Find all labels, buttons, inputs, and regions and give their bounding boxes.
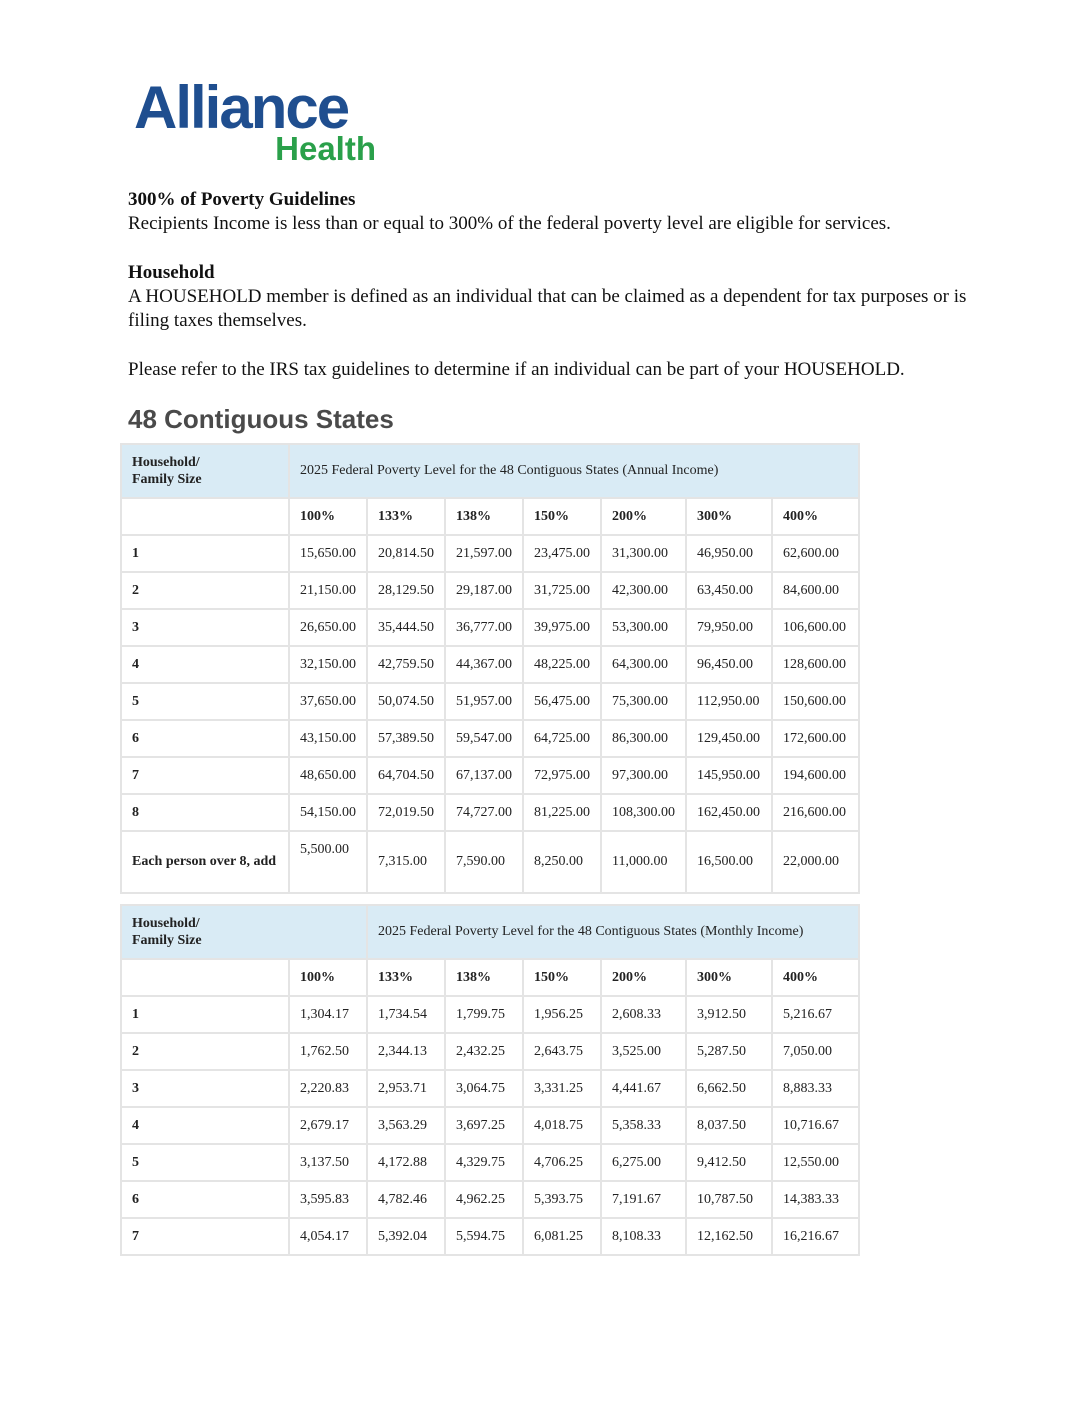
percent-column-header: 138%	[445, 959, 523, 996]
income-cell: 35,444.50	[367, 609, 445, 646]
household-size-cell: 6	[121, 1181, 289, 1218]
income-cell: 150,600.00	[772, 683, 859, 720]
income-cell: 96,450.00	[686, 646, 772, 683]
income-cell: 72,019.50	[367, 794, 445, 831]
income-cell: 10,787.50	[686, 1181, 772, 1218]
income-cell: 145,950.00	[686, 757, 772, 794]
income-cell: 4,172.88	[367, 1144, 445, 1181]
income-cell: 37,650.00	[289, 683, 367, 720]
percent-header-row	[121, 498, 859, 535]
income-cell: 2,679.17	[289, 1107, 367, 1144]
income-cell: 1,304.17	[289, 996, 367, 1033]
income-cell: 5,393.75	[523, 1181, 601, 1218]
percent-column-header: 400%	[772, 959, 859, 996]
income-cell: 3,595.83	[289, 1181, 367, 1218]
income-cell: 63,450.00	[686, 572, 772, 609]
income-cell: 6,275.00	[601, 1144, 686, 1181]
additional-person-cell: 7,590.00	[445, 831, 523, 893]
income-cell: 46,950.00	[686, 535, 772, 572]
table-row	[121, 794, 859, 831]
percent-column-header: 100%	[289, 498, 367, 535]
income-cell: 2,643.75	[523, 1033, 601, 1070]
income-cell: 3,331.25	[523, 1070, 601, 1107]
household-size-cell: 5	[121, 683, 289, 720]
income-cell: 75,300.00	[601, 683, 686, 720]
household-size-cell: 5	[121, 1144, 289, 1181]
income-cell: 20,814.50	[367, 535, 445, 572]
table-row	[121, 757, 859, 794]
household-size-cell: 2	[121, 1033, 289, 1070]
additional-person-cell: 11,000.00	[601, 831, 686, 893]
percent-column-header: 300%	[686, 498, 772, 535]
intro-text: Recipients Income is less than or equal to 300% of the federal poverty level are eligible for services.	[128, 213, 891, 234]
household-size-cell: 1	[121, 996, 289, 1033]
income-cell: 86,300.00	[601, 720, 686, 757]
additional-person-label: Each person over 8, add	[121, 831, 289, 893]
annual-income-table	[120, 443, 860, 894]
income-cell: 3,563.29	[367, 1107, 445, 1144]
additional-person-cell: 16,500.00	[686, 831, 772, 893]
income-cell: 1,956.25	[523, 996, 601, 1033]
additional-person-cell: 8,250.00	[523, 831, 601, 893]
income-cell: 12,162.50	[686, 1218, 772, 1255]
income-cell: 108,300.00	[601, 794, 686, 831]
income-cell: 42,759.50	[367, 646, 445, 683]
income-cell: 74,727.00	[445, 794, 523, 831]
blank-cell	[121, 498, 289, 535]
income-cell: 6,081.25	[523, 1218, 601, 1255]
household-size-cell: 2	[121, 572, 289, 609]
percent-column-header: 133%	[367, 498, 445, 535]
income-cell: 15,650.00	[289, 535, 367, 572]
income-cell: 36,777.00	[445, 609, 523, 646]
income-cell: 21,597.00	[445, 535, 523, 572]
income-cell: 2,608.33	[601, 996, 686, 1033]
income-cell: 4,962.25	[445, 1181, 523, 1218]
income-cell: 6,662.50	[686, 1070, 772, 1107]
table-header-row	[121, 444, 859, 498]
income-cell: 48,650.00	[289, 757, 367, 794]
income-cell: 172,600.00	[772, 720, 859, 757]
household-size-cell: 3	[121, 609, 289, 646]
income-cell: 97,300.00	[601, 757, 686, 794]
household-size-cell: 8	[121, 794, 289, 831]
household-text: A HOUSEHOLD member is defined as an individual that can be claimed as a dependent for tax purposes or is filing taxes themselves.	[128, 286, 967, 331]
income-cell: 67,137.00	[445, 757, 523, 794]
income-cell: 48,225.00	[523, 646, 601, 683]
income-cell: 4,329.75	[445, 1144, 523, 1181]
income-cell: 7,050.00	[772, 1033, 859, 1070]
income-cell: 64,704.50	[367, 757, 445, 794]
income-cell: 42,300.00	[601, 572, 686, 609]
income-cell: 16,216.67	[772, 1218, 859, 1255]
table-row	[121, 1144, 859, 1181]
income-cell: 1,762.50	[289, 1033, 367, 1070]
income-cell: 62,600.00	[772, 535, 859, 572]
percent-header-row	[121, 959, 859, 996]
percent-column-header: 100%	[289, 959, 367, 996]
logo-word-health: Health	[275, 130, 376, 167]
income-cell: 72,975.00	[523, 757, 601, 794]
alliance-health-logo	[134, 74, 384, 168]
income-cell: 7,191.67	[601, 1181, 686, 1218]
household-size-header-line2: Family Size	[132, 472, 202, 487]
income-cell: 2,432.25	[445, 1033, 523, 1070]
monthly-income-table	[120, 904, 860, 1256]
income-cell: 3,137.50	[289, 1144, 367, 1181]
household-size-header-line1: Household/	[132, 916, 200, 931]
income-cell: 2,344.13	[367, 1033, 445, 1070]
income-cell: 54,150.00	[289, 794, 367, 831]
intro-heading: 300% of Poverty Guidelines	[128, 189, 356, 210]
additional-person-cell: 5,500.00	[289, 831, 367, 893]
income-cell: 3,697.25	[445, 1107, 523, 1144]
logo-word-alliance: Alliance	[134, 74, 349, 141]
income-cell: 129,450.00	[686, 720, 772, 757]
income-cell: 14,383.33	[772, 1181, 859, 1218]
income-cell: 3,064.75	[445, 1070, 523, 1107]
income-cell: 56,475.00	[523, 683, 601, 720]
income-cell: 2,953.71	[367, 1070, 445, 1107]
household-size-header	[121, 905, 367, 959]
income-cell: 44,367.00	[445, 646, 523, 683]
irs-note: Please refer to the IRS tax guidelines to determine if an individual can be part of your HOUSEHOLD.	[128, 359, 905, 380]
income-cell: 43,150.00	[289, 720, 367, 757]
percent-column-header: 150%	[523, 498, 601, 535]
household-size-cell: 4	[121, 1107, 289, 1144]
income-cell: 29,187.00	[445, 572, 523, 609]
table-row	[121, 1033, 859, 1070]
income-cell: 53,300.00	[601, 609, 686, 646]
income-cell: 12,550.00	[772, 1144, 859, 1181]
income-cell: 4,054.17	[289, 1218, 367, 1255]
income-cell: 112,950.00	[686, 683, 772, 720]
income-cell: 5,287.50	[686, 1033, 772, 1070]
income-cell: 3,525.00	[601, 1033, 686, 1070]
table-title: 2025 Federal Poverty Level for the 48 Contiguous States (Annual Income)	[289, 444, 859, 498]
income-cell: 5,216.67	[772, 996, 859, 1033]
household-size-header-line2: Family Size	[132, 933, 202, 948]
household-size-cell: 7	[121, 1218, 289, 1255]
additional-person-cell: 22,000.00	[772, 831, 859, 893]
table-row	[121, 720, 859, 757]
income-cell: 216,600.00	[772, 794, 859, 831]
table-header-row	[121, 905, 859, 959]
table-title: 2025 Federal Poverty Level for the 48 Contiguous States (Monthly Income)	[367, 905, 859, 959]
income-cell: 8,037.50	[686, 1107, 772, 1144]
income-cell: 50,074.50	[367, 683, 445, 720]
income-cell: 10,716.67	[772, 1107, 859, 1144]
income-cell: 79,950.00	[686, 609, 772, 646]
income-cell: 28,129.50	[367, 572, 445, 609]
income-cell: 5,392.04	[367, 1218, 445, 1255]
table-row	[121, 646, 859, 683]
blank-cell	[121, 959, 289, 996]
household-size-cell: 1	[121, 535, 289, 572]
table-row	[121, 572, 859, 609]
percent-column-header: 400%	[772, 498, 859, 535]
income-cell: 106,600.00	[772, 609, 859, 646]
percent-column-header: 200%	[601, 498, 686, 535]
income-cell: 81,225.00	[523, 794, 601, 831]
income-cell: 1,799.75	[445, 996, 523, 1033]
income-cell: 3,912.50	[686, 996, 772, 1033]
household-size-header-line1: Household/	[132, 455, 200, 470]
income-cell: 4,441.67	[601, 1070, 686, 1107]
intro-block	[128, 188, 968, 236]
table-row	[121, 535, 859, 572]
household-block	[128, 261, 968, 333]
income-cell: 9,412.50	[686, 1144, 772, 1181]
table-row	[121, 1107, 859, 1144]
table-row	[121, 1181, 859, 1218]
income-cell: 128,600.00	[772, 646, 859, 683]
household-size-cell: 7	[121, 757, 289, 794]
income-cell: 21,150.00	[289, 572, 367, 609]
percent-column-header: 150%	[523, 959, 601, 996]
income-cell: 32,150.00	[289, 646, 367, 683]
income-cell: 4,782.46	[367, 1181, 445, 1218]
income-cell: 39,975.00	[523, 609, 601, 646]
household-size-cell: 4	[121, 646, 289, 683]
each-additional-person-row	[121, 831, 859, 893]
income-cell: 57,389.50	[367, 720, 445, 757]
income-cell: 5,594.75	[445, 1218, 523, 1255]
table-row	[121, 996, 859, 1033]
table-row	[121, 609, 859, 646]
table-row	[121, 1218, 859, 1255]
table-row	[121, 683, 859, 720]
section-title: 48 Contiguous States	[128, 404, 394, 434]
income-cell: 84,600.00	[772, 572, 859, 609]
income-cell: 26,650.00	[289, 609, 367, 646]
income-cell: 2,220.83	[289, 1070, 367, 1107]
income-cell: 64,725.00	[523, 720, 601, 757]
income-cell: 8,883.33	[772, 1070, 859, 1107]
household-heading: Household	[128, 262, 215, 283]
income-cell: 162,450.00	[686, 794, 772, 831]
percent-column-header: 300%	[686, 959, 772, 996]
percent-column-header: 138%	[445, 498, 523, 535]
income-cell: 64,300.00	[601, 646, 686, 683]
income-cell: 194,600.00	[772, 757, 859, 794]
percent-column-header: 133%	[367, 959, 445, 996]
income-cell: 51,957.00	[445, 683, 523, 720]
table-row	[121, 1070, 859, 1107]
additional-person-cell: 7,315.00	[367, 831, 445, 893]
income-cell: 8,108.33	[601, 1218, 686, 1255]
household-size-header	[121, 444, 289, 498]
income-cell: 31,725.00	[523, 572, 601, 609]
income-cell: 31,300.00	[601, 535, 686, 572]
income-cell: 5,358.33	[601, 1107, 686, 1144]
income-cell: 4,018.75	[523, 1107, 601, 1144]
income-cell: 59,547.00	[445, 720, 523, 757]
income-cell: 1,734.54	[367, 996, 445, 1033]
household-size-cell: 6	[121, 720, 289, 757]
income-cell: 4,706.25	[523, 1144, 601, 1181]
income-cell: 23,475.00	[523, 535, 601, 572]
percent-column-header: 200%	[601, 959, 686, 996]
household-size-cell: 3	[121, 1070, 289, 1107]
